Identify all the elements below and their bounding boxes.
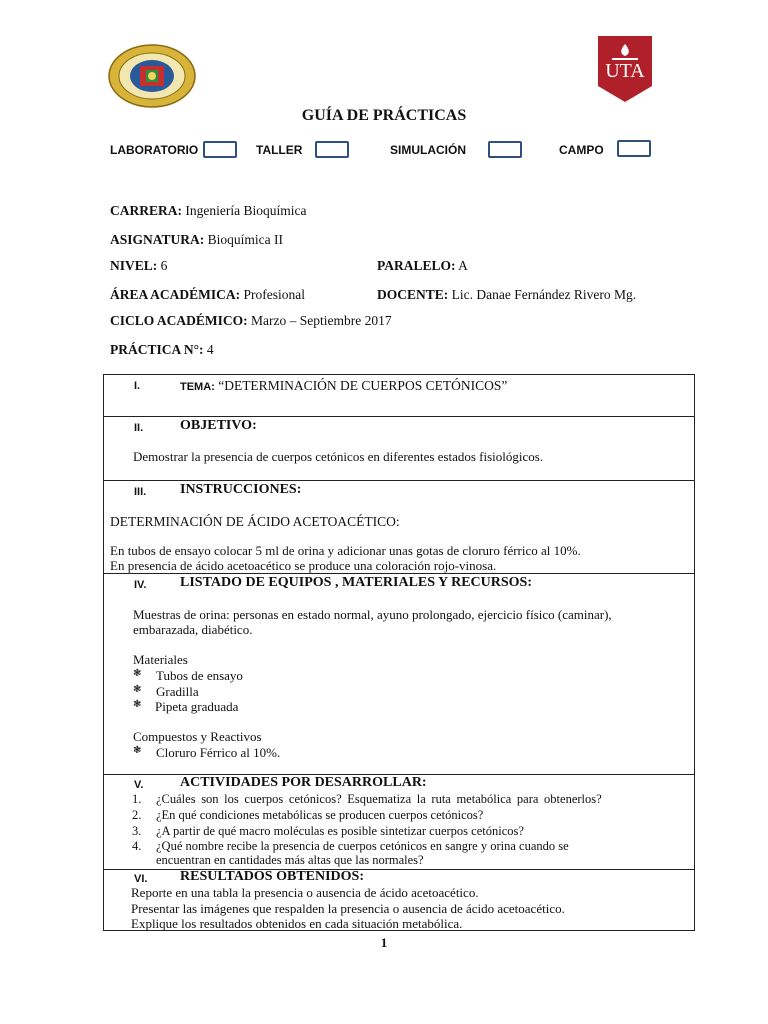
option-taller-label: TALLER [256,143,303,157]
actividad-number: 4. [132,839,142,853]
section-actividades [103,774,695,869]
taller-checkbox[interactable] [315,141,349,158]
ciclo-value: Marzo – Septiembre 2017 [251,313,392,328]
instrucciones-line-1: En tubos de ensayo colocar 5 ml de orina y adicionar unas gotas de cloruro férrico al 10%. [110,543,581,558]
uta-logo-text: UTA [605,60,645,82]
asignatura-label: ASIGNATURA: [110,232,205,247]
ciclo-label: CICLO ACADÉMICO: [110,313,248,328]
material-item: Gradilla [156,684,199,699]
section-listado-label: LISTADO DE EQUIPOS , MATERIALES Y RECURSOS: [180,575,533,590]
simulacion-checkbox[interactable] [488,141,522,158]
carrera-value: Ingeniería Bioquímica [185,203,307,218]
nivel-label: NIVEL: [110,258,158,273]
area-label: ÁREA ACADÉMICA: [110,287,241,302]
section-resultados-label: RESULTADOS OBTENIDOS: [180,869,365,884]
actividad-number: 3. [132,824,142,838]
actividad-number: 2. [132,808,142,822]
asignatura-value: Bioquímica II [207,232,283,247]
ciclo-line [110,313,392,329]
material-item: Tubos de ensayo [156,668,243,683]
instrucciones-subtitle: DETERMINACIÓN DE ÁCIDO ACETOACÉTICO: [110,514,400,529]
actividad-text: ¿Qué nombre recibe la presencia de cuerpos cetónicos en sangre y orina cuando se [156,839,569,853]
carrera-label: CARRERA: [110,203,182,218]
docente-value: Lic. Danae Fernández Rivero Mg. [451,287,637,302]
compuestos-title: Compuestos y Reactivos [133,729,262,744]
area-value: Profesional [243,287,306,302]
asignatura-line [110,232,283,248]
resultado-line: Reporte en una tabla la presencia o ausencia de ácido acetoacético. [131,885,479,900]
actividad-number: 1. [132,792,142,806]
uta-logo [598,36,652,102]
section-listado-number: IV. [134,579,147,591]
practica-line [110,342,214,358]
docente-line [377,287,636,303]
section-objetivo-number: II. [134,422,144,434]
docente-label: DOCENTE: [377,287,449,302]
section-tema-number: I. [134,380,141,392]
section-instrucciones-label: INSTRUCCIONES: [180,482,302,497]
actividad-text: ¿En qué condiciones metabólicas se producen cuerpos cetónicos? [156,808,484,822]
section-tema-value: “DETERMINACIÓN DE CUERPOS CETÓNICOS” [218,378,508,393]
campo-checkbox[interactable] [617,140,651,157]
material-item: Pipeta graduada [155,699,239,714]
university-seal-logo [108,44,196,108]
section-listado [103,573,695,774]
bullet-icon: ❃ [133,684,142,695]
bullet-icon: ❃ [133,699,142,710]
section-tema [103,374,695,416]
page-title: GUÍA DE PRÁCTICAS [301,107,467,124]
page-number: 1 [380,935,388,950]
section-resultados-number: VI. [134,873,148,885]
carrera-line [110,203,306,219]
compuesto-item: Cloruro Férrico al 10%. [156,745,281,760]
paralelo-value: A [458,258,468,273]
practica-label: PRÁCTICA N°: [110,342,204,357]
resultado-line: Explique los resultados obtenidos en cada situación metabólica. [131,916,463,931]
paralelo-line [377,258,468,274]
materiales-title: Materiales [133,652,188,667]
actividad-text-continued: encuentran en cantidades más altas que las normales? [156,853,424,867]
section-tema-label: TEMA: [180,381,215,393]
section-actividades-label: ACTIVIDADES POR DESARROLLAR: [180,775,427,790]
section-objetivo [103,416,695,480]
muestras-line-1: Muestras de orina: personas en estado normal, ayuno prolongado, ejercicio físico (caminar), [133,607,612,622]
muestras-line-2: embarazada, diabético. [133,622,253,637]
resultado-line: Presentar las imágenes que respalden la presencia o ausencia de ácido acetoacético. [131,901,565,916]
nivel-value: 6 [160,258,168,273]
section-tema-heading [180,378,507,394]
laboratorio-checkbox[interactable] [203,141,237,158]
option-laboratorio-label: LABORATORIO [110,143,199,157]
area-line [110,287,305,303]
bullet-icon: ❃ [133,668,142,679]
option-simulacion-label: SIMULACIÓN [390,143,466,157]
section-instrucciones [103,480,695,573]
actividad-text: ¿A partir de qué macro moléculas es posible sintetizar cuerpos cetónicos? [156,824,524,838]
section-resultados [103,869,695,931]
actividad-text: ¿Cuáles son los cuerpos cetónicos? Esquematiza la ruta metabólica para obtenerlos? [156,792,602,806]
instrucciones-line-2: En presencia de ácido acetoacético se produce una coloración rojo-vinosa. [110,558,497,573]
section-instrucciones-number: III. [134,486,147,498]
practica-value: 4 [206,342,214,357]
objetivo-text: Demostrar la presencia de cuerpos cetónicos en diferentes estados fisiológicos. [133,449,544,464]
option-campo-label: CAMPO [559,143,604,157]
section-objetivo-label: OBJETIVO: [180,418,257,433]
bullet-icon: ❃ [133,745,142,756]
section-actividades-number: V. [134,779,144,791]
nivel-line [110,258,167,274]
paralelo-label: PARALELO: [377,258,456,273]
